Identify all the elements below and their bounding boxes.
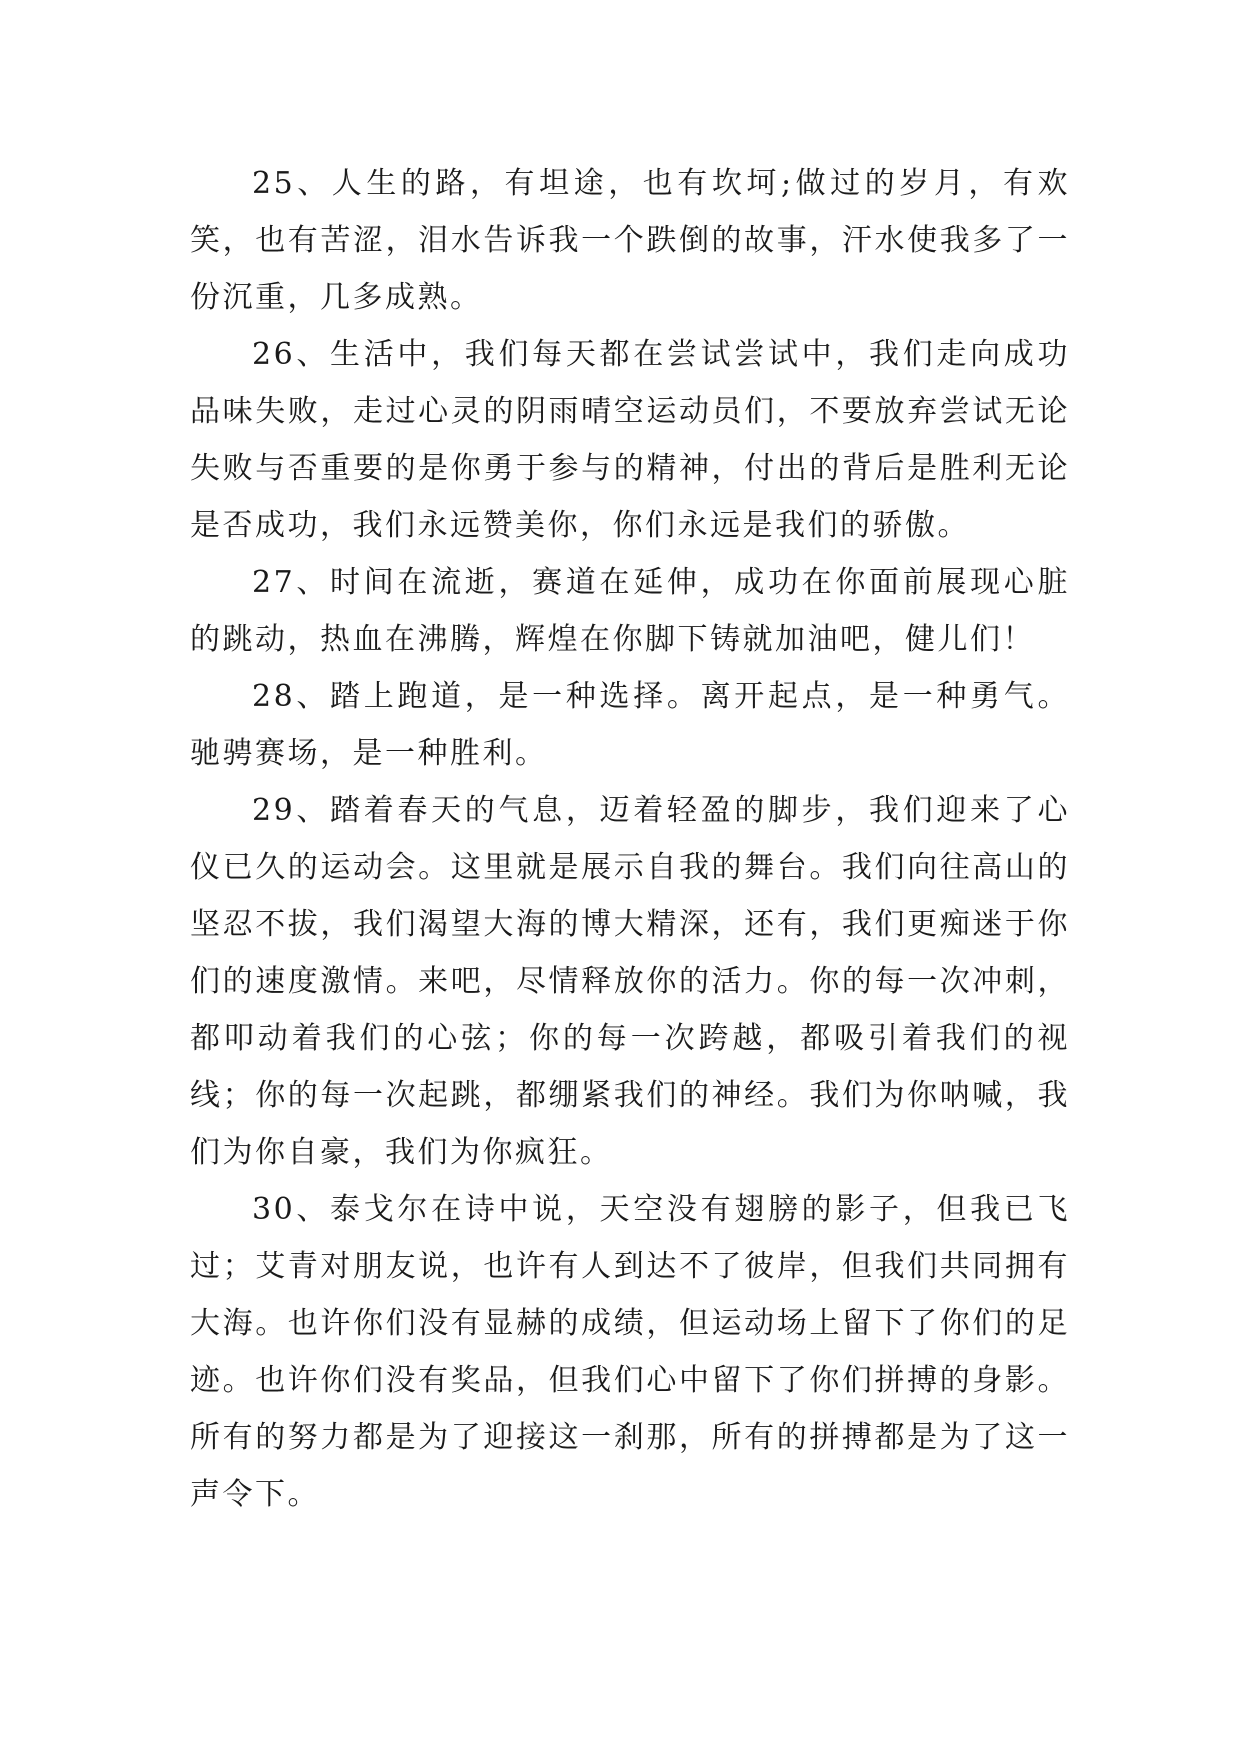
paragraph-28: 28、踏上跑道，是一种选择。离开起点，是一种勇气。驰骋赛场，是一种胜利。 bbox=[190, 679, 1070, 771]
paragraph-27: 27、时间在流逝，赛道在延伸，成功在你面前展现心脏的跳动，热血在沸腾，辉煌在你脚下铸就加油吧，健儿们！ bbox=[190, 565, 1070, 657]
paragraph-29: 29、踏着春天的气息，迈着轻盈的脚步，我们迎来了心仪已久的运动会。这里就是展示自我的舞台。我们向往高山的坚忍不拔，我们渴望大海的博大精深，还有，我们更痴迷于你们的速度激情。来吧，尽情释放你的活力。你的每一次冲刺，都叩动着我们的心弦；你的每一次跨越，都吸引着我们的视线；你的每一次起跳，都绷紧我们的神经。我们为你呐喊，我们为你自豪，我们为你疯狂。 bbox=[190, 793, 1070, 1170]
paragraph-30: 30、泰戈尔在诗中说，天空没有翅膀的影子，但我已飞过；艾青对朋友说，也许有人到达不了彼岸，但我们共同拥有大海。也许你们没有显赫的成绩，但运动场上留下了你们的足迹。也许你们没有奖品，但我们心中留下了你们拼搏的身影。所有的努力都是为了迎接这一刹那，所有的拼搏都是为了这一声令下。 bbox=[190, 1192, 1070, 1512]
document-body bbox=[190, 155, 1070, 1523]
paragraph-26: 26、生活中，我们每天都在尝试尝试中，我们走向成功品味失败，走过心灵的阴雨晴空运动员们，不要放弃尝试无论失败与否重要的是你勇于参与的精神，付出的背后是胜利无论是否成功，我们永远赞美你，你们永远是我们的骄傲。 bbox=[190, 337, 1070, 543]
paragraph-25: 25、人生的路，有坦途，也有坎坷;做过的岁月，有欢笑，也有苦涩，泪水告诉我一个跌倒的故事，汗水使我多了一份沉重，几多成熟。 bbox=[190, 166, 1070, 315]
